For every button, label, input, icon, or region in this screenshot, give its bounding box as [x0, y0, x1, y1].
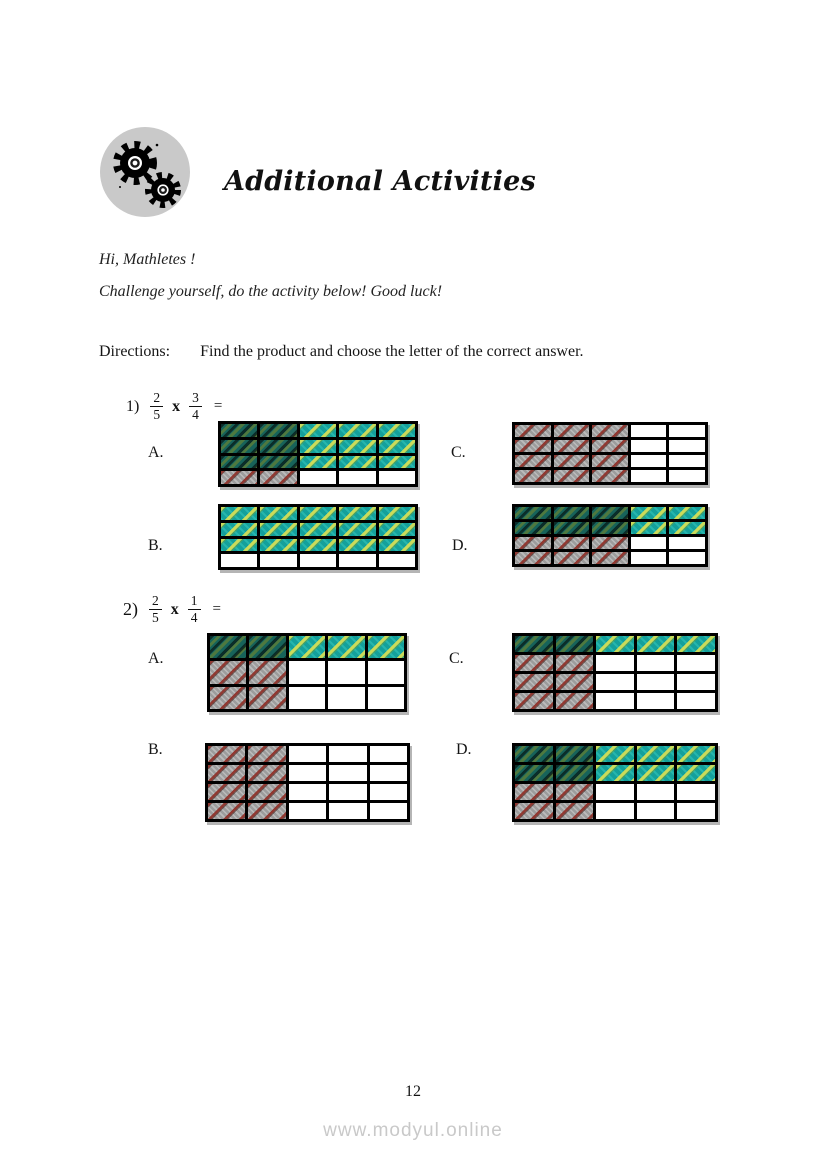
fraction-model-cell — [368, 661, 404, 683]
fraction-model-cell — [300, 471, 336, 484]
fraction-model-cell — [260, 507, 296, 520]
fraction-model-cell — [592, 522, 628, 534]
fraction-model-cell — [210, 661, 246, 683]
fraction-model-cell — [210, 687, 246, 709]
fraction-model-cell — [677, 655, 715, 671]
fraction-model-cell — [249, 636, 285, 658]
fraction-model-cell — [677, 674, 715, 690]
fraction-model-cell — [339, 554, 375, 567]
fraction-model-cell — [249, 661, 285, 683]
fraction-model-cell — [339, 440, 375, 453]
fraction-model-cell — [300, 507, 336, 520]
fraction-model-cell — [248, 784, 285, 800]
option-label-1c[interactable]: C. — [451, 444, 466, 461]
fraction-model-cell — [289, 746, 326, 762]
question-1-header — [126, 391, 222, 422]
gears-icon — [100, 127, 190, 217]
fraction-model-cell — [260, 471, 296, 484]
fraction-model-cell — [556, 803, 594, 819]
fraction-model-cell — [260, 523, 296, 536]
fraction-model-cell — [631, 537, 667, 549]
fraction-model-cell — [248, 803, 285, 819]
fraction-model-cell — [379, 507, 415, 520]
fraction-model-cell — [328, 661, 364, 683]
fraction-numerator: 2 — [150, 391, 163, 407]
fraction-model-cell — [556, 765, 594, 781]
fraction-model-cell — [677, 746, 715, 762]
question-2-number: 2) — [123, 599, 138, 620]
activities-logo — [100, 127, 190, 217]
fraction-model-cell — [289, 803, 326, 819]
fraction-model-cell — [515, 674, 553, 690]
fraction-model-cell — [596, 784, 634, 800]
fraction-model-cell — [631, 552, 667, 564]
fraction-model-cell — [631, 470, 667, 482]
equals-sign: = — [213, 398, 223, 415]
fraction-model-cell — [300, 539, 336, 552]
watermark-text: www.modyul.online — [323, 1120, 503, 1141]
fraction-model-cell — [289, 661, 325, 683]
answer-grid-2c[interactable] — [512, 633, 718, 712]
fraction-model-cell — [677, 784, 715, 800]
fraction-model-cell — [289, 765, 326, 781]
fraction-numerator: 1 — [188, 594, 201, 610]
fraction-model-cell — [631, 522, 667, 534]
fraction-model-cell — [379, 424, 415, 437]
fraction-model-cell — [379, 539, 415, 552]
fraction-model-cell — [221, 523, 257, 536]
fraction-model-cell — [515, 537, 551, 549]
fraction-model-cell — [370, 746, 407, 762]
fraction-model-cell — [300, 424, 336, 437]
fraction-model-cell — [554, 522, 590, 534]
fraction-model-cell — [329, 784, 366, 800]
fraction-2-1 — [149, 594, 162, 625]
fraction-model-cell — [328, 687, 364, 709]
fraction-model-cell — [368, 636, 404, 658]
fraction-model-cell — [339, 523, 375, 536]
equals-sign: = — [212, 601, 221, 618]
option-label-2b[interactable]: B. — [148, 741, 163, 758]
fraction-model-cell — [515, 746, 553, 762]
directions-label: Directions: — [99, 343, 171, 360]
fraction-model-cell — [329, 765, 366, 781]
question-1-number: 1) — [126, 397, 140, 415]
fraction-model-cell — [669, 507, 705, 519]
fraction-numerator: 3 — [189, 391, 202, 407]
fraction-model-cell — [221, 440, 257, 453]
fraction-model-cell — [300, 523, 336, 536]
answer-grid-2b[interactable] — [205, 743, 410, 822]
fraction-model-cell — [556, 636, 594, 652]
answer-grid-2a[interactable] — [207, 633, 407, 712]
option-label-2c[interactable]: C. — [449, 650, 464, 667]
greeting-text: Hi, Mathletes ! — [99, 251, 196, 268]
fraction-model-cell — [637, 765, 675, 781]
fraction-model-cell — [289, 784, 326, 800]
fraction-model-cell — [554, 537, 590, 549]
challenge-text: Challenge yourself, do the activity below! Good luck! — [99, 283, 443, 300]
fraction-model-cell — [248, 746, 285, 762]
fraction-model-cell — [260, 554, 296, 567]
answer-grid-1d[interactable] — [512, 504, 708, 567]
fraction-model-cell — [339, 471, 375, 484]
fraction-model-cell — [554, 425, 590, 437]
fraction-model-cell — [221, 507, 257, 520]
fraction-model-cell — [339, 424, 375, 437]
fraction-model-cell — [631, 440, 667, 452]
fraction-denominator: 5 — [152, 610, 159, 626]
option-label-2d[interactable]: D. — [456, 741, 472, 758]
fraction-model-cell — [631, 425, 667, 437]
fraction-model-cell — [368, 687, 404, 709]
fraction-model-cell — [637, 803, 675, 819]
fraction-model-cell — [556, 655, 594, 671]
fraction-model-cell — [637, 746, 675, 762]
fraction-model-cell — [669, 552, 705, 564]
fraction-numerator: 2 — [149, 594, 162, 610]
fraction-model-cell — [515, 455, 551, 467]
fraction-model-cell — [669, 455, 705, 467]
answer-grid-1b[interactable] — [218, 504, 418, 570]
fraction-model-cell — [370, 803, 407, 819]
fraction-model-cell — [515, 693, 553, 709]
option-label-2a[interactable]: A. — [148, 650, 164, 667]
fraction-model-cell — [260, 456, 296, 469]
fraction-model-cell — [554, 455, 590, 467]
fraction-model-cell — [596, 655, 634, 671]
fraction-model-cell — [556, 784, 594, 800]
fraction-model-cell — [631, 507, 667, 519]
fraction-model-cell — [210, 636, 246, 658]
fraction-model-cell — [289, 687, 325, 709]
fraction-model-cell — [669, 470, 705, 482]
directions-text: Find the product and choose the letter of the correct answer. — [200, 343, 584, 360]
fraction-model-cell — [554, 470, 590, 482]
fraction-model-cell — [554, 507, 590, 519]
fraction-model-cell — [556, 674, 594, 690]
fraction-model-cell — [260, 539, 296, 552]
answer-grid-2d[interactable] — [512, 743, 718, 822]
fraction-model-cell — [329, 803, 366, 819]
fraction-model-cell — [339, 507, 375, 520]
fraction-denominator: 4 — [192, 407, 199, 423]
fraction-model-cell — [248, 765, 285, 781]
fraction-model-cell — [208, 746, 245, 762]
fraction-model-cell — [515, 507, 551, 519]
fraction-denominator: 4 — [190, 610, 198, 626]
fraction-model-cell — [379, 471, 415, 484]
fraction-model-cell — [592, 425, 628, 437]
fraction-model-cell — [221, 554, 257, 567]
fraction-model-cell — [592, 507, 628, 519]
fraction-model-cell — [300, 554, 336, 567]
fraction-model-cell — [669, 537, 705, 549]
fraction-model-cell — [221, 456, 257, 469]
fraction-model-cell — [370, 784, 407, 800]
multiply-sign: x — [172, 397, 181, 415]
fraction-model-cell — [592, 455, 628, 467]
fraction-model-cell — [221, 539, 257, 552]
fraction-model-cell — [554, 552, 590, 564]
fraction-model-cell — [669, 440, 705, 452]
fraction-model-cell — [677, 765, 715, 781]
fraction-model-cell — [592, 537, 628, 549]
option-label-1d[interactable]: D. — [452, 537, 468, 554]
fraction-model-cell — [677, 636, 715, 652]
fraction-model-cell — [515, 522, 551, 534]
answer-grid-1c[interactable] — [512, 422, 708, 485]
fraction-model-cell — [289, 636, 325, 658]
fraction-model-cell — [379, 554, 415, 567]
fraction-model-cell — [515, 655, 553, 671]
fraction-model-cell — [637, 655, 675, 671]
option-label-1b[interactable]: B. — [148, 537, 163, 554]
page-title: Additional Activities — [224, 166, 536, 197]
fraction-model-cell — [637, 636, 675, 652]
fraction-model-cell — [515, 765, 553, 781]
fraction-model-cell — [300, 456, 336, 469]
fraction-model-cell — [260, 424, 296, 437]
fraction-model-cell — [379, 440, 415, 453]
fraction-model-cell — [592, 552, 628, 564]
fraction-1-1 — [150, 391, 163, 422]
fraction-denominator: 5 — [153, 407, 161, 423]
fraction-model-cell — [596, 674, 634, 690]
fraction-model-cell — [592, 440, 628, 452]
fraction-model-cell — [515, 440, 551, 452]
fraction-model-cell — [515, 636, 553, 652]
fraction-model-cell — [677, 693, 715, 709]
fraction-model-cell — [329, 746, 366, 762]
multiply-sign: x — [170, 600, 179, 618]
fraction-model-cell — [596, 765, 634, 781]
fraction-model-cell — [515, 552, 551, 564]
fraction-model-cell — [208, 803, 245, 819]
fraction-model-cell — [556, 746, 594, 762]
fraction-model-cell — [596, 636, 634, 652]
fraction-model-cell — [515, 803, 553, 819]
fraction-model-cell — [249, 687, 285, 709]
question-2-header — [123, 594, 221, 625]
fraction-2-2 — [188, 594, 201, 625]
fraction-1-2 — [189, 391, 202, 422]
fraction-model-cell — [515, 784, 553, 800]
fraction-model-cell — [556, 693, 594, 709]
fraction-model-cell — [260, 440, 296, 453]
fraction-model-cell — [339, 456, 375, 469]
directions-line — [99, 343, 584, 361]
fraction-model-cell — [669, 425, 705, 437]
fraction-model-cell — [221, 424, 257, 437]
fraction-model-cell — [515, 425, 551, 437]
fraction-model-cell — [596, 803, 634, 819]
fraction-model-cell — [370, 765, 407, 781]
fraction-model-cell — [637, 693, 675, 709]
fraction-model-cell — [208, 784, 245, 800]
fraction-model-cell — [677, 803, 715, 819]
fraction-model-cell — [300, 440, 336, 453]
fraction-model-cell — [339, 539, 375, 552]
fraction-model-cell — [208, 765, 245, 781]
fraction-model-cell — [379, 523, 415, 536]
fraction-model-cell — [221, 471, 257, 484]
fraction-model-cell — [669, 522, 705, 534]
fraction-model-cell — [592, 470, 628, 482]
fraction-model-cell — [631, 455, 667, 467]
fraction-model-cell — [328, 636, 364, 658]
fraction-model-cell — [637, 784, 675, 800]
fraction-model-cell — [515, 470, 551, 482]
fraction-model-cell — [379, 456, 415, 469]
fraction-model-cell — [596, 746, 634, 762]
fraction-model-cell — [637, 674, 675, 690]
page-number: 12 — [405, 1083, 421, 1100]
fraction-model-cell — [554, 440, 590, 452]
option-label-1a[interactable]: A. — [148, 444, 164, 461]
fraction-model-cell — [596, 693, 634, 709]
answer-grid-1a[interactable] — [218, 421, 418, 487]
